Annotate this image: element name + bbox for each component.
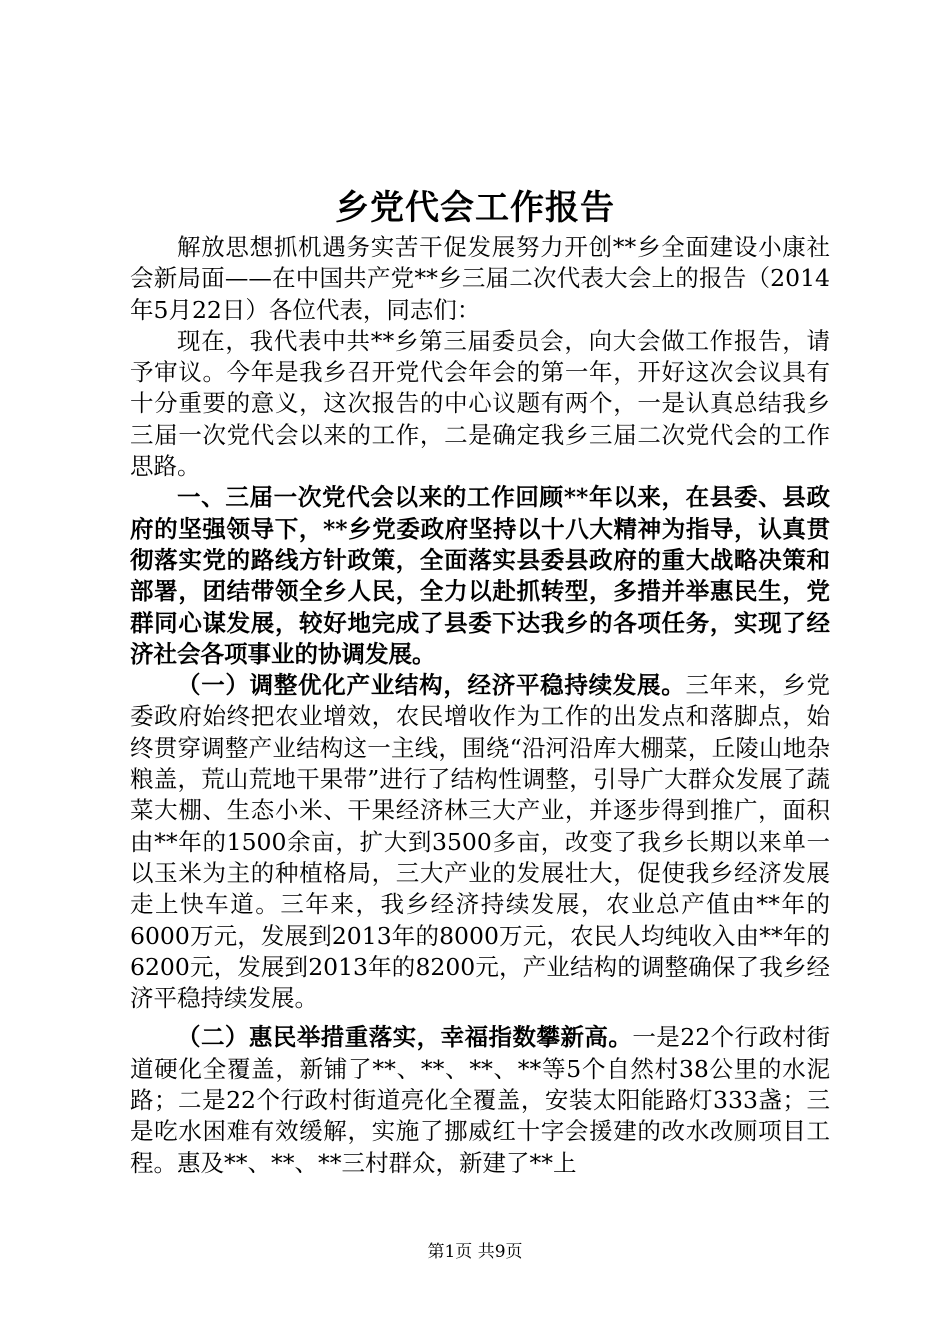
paragraph-industry-text: 三年来，乡党委政府始终把农业增效，农民增收作为工作的出发点和落脚点，始终贯穿调整产业结构这一主线，围绕“沿河沿库大棚菜，丘陵山地杂粮盖，荒山荒地干果带”进行了结构性调整，引导广大群众发展了蔬菜大棚、生态小米、干果经济林三大产业，并逐步得到推广，面积由**年的1500余亩，扩大到3500多亩，改变了我乡长期以来单一以玉米为主的种植格局，三大产业的发展壮大，促使我乡经济发展走上快车道。三年来，我乡经济持续发展，农业总产值由**年的6000万元，发展到2013年的8000万元，农民人均纯收入由**年的6200元，发展到2013年的8200元，产业结构的调整确保了我乡经济平稳持续发展。: [130, 671, 831, 1013]
document-body: [130, 232, 830, 1179]
paragraph-livelihood: [130, 1022, 830, 1178]
paragraph-industry: [130, 670, 830, 1014]
paragraph-section-one: 一、三届一次党代会以来的工作回顾**年以来，在县委、县政府的坚强领导下，**乡党委政府坚持以十八大精神为指导，认真贯彻落实党的路线方针政策，全面落实县委县政府的重大战略决策和部署，团结带领全乡人民，全力以赴抓转型，多措并举惠民生，党群同心谋发展，较好地完成了县委下达我乡的各项任务，实现了经济社会各项事业的协调发展。: [130, 483, 830, 668]
paragraph-opening: 现在，我代表中共**乡第三届委员会，向大会做工作报告，请予审议。今年是我乡召开党代会年会的第一年，开好这次会议具有十分重要的意义，这次报告的中心议题有两个，一是认真总结我乡三届一次党代会以来的工作，二是确定我乡三届二次党代会的工作思路。: [130, 326, 830, 481]
subheading-livelihood: （二）惠民举措重落实，幸福指数攀新高。: [177, 1023, 633, 1052]
paragraph-livelihood-text: 一是22个行政村街道硬化全覆盖，新铺了**、**、**、**等5个自然村38公里的水泥路；二是22个行政村街道亮化全覆盖，安装太阳能路灯333盏；三是吃水困难有效缓解，实施了挪威红十字会援建的改水改厕项目工程。惠及**、**、**三村群众，新建了**上: [130, 1023, 831, 1177]
paragraph-intro: 解放思想抓机遇务实苦干促发展努力开创**乡全面建设小康社会新局面——在中国共产党**乡三届二次代表大会上的报告（2014年5月22日）各位代表，同志们：: [130, 233, 830, 324]
subheading-industry: （一）调整优化产业结构，经济平稳持续发展。: [177, 671, 686, 700]
page-number-footer: 第1页 共9页: [427, 1242, 523, 1262]
document-title: 乡党代会工作报告: [335, 188, 615, 228]
